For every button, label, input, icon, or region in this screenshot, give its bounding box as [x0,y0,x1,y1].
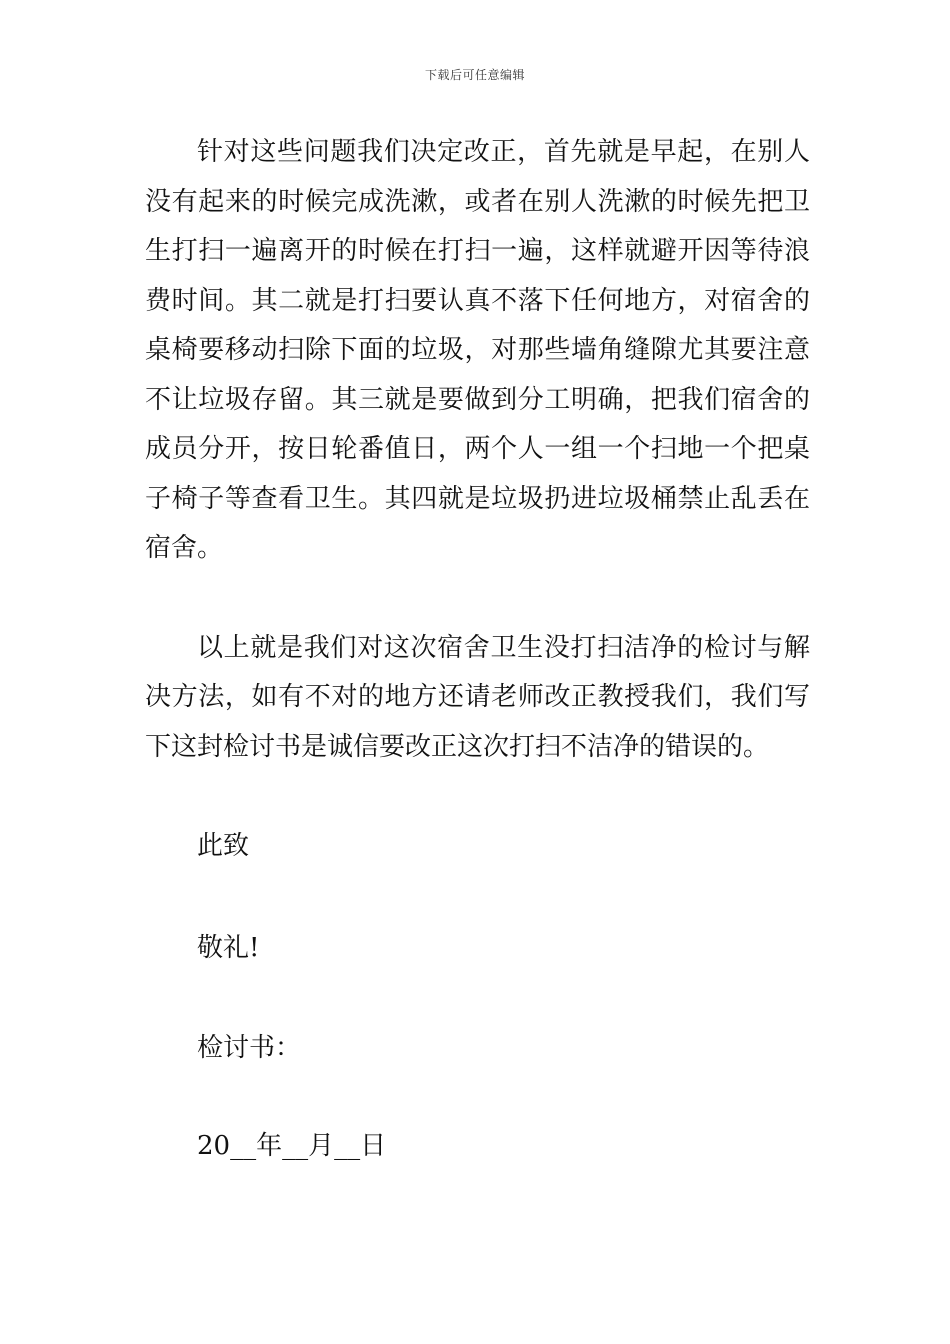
document-body [145,128,810,772]
closing-regards: 敬礼! [197,933,260,963]
closing-salutation: 此致 [197,831,250,861]
body-paragraph: 以上就是我们对这次宿舍卫生没打扫洁净的检讨与解决方法，如有不对的地方还请老师改正教授我们，我们写下这封检讨书是诚信要改正这次打扫不洁净的错误的。 [145,632,810,762]
signature-label: 检讨书： [197,1033,302,1063]
header-note: 下载后可任意编辑 [424,68,525,82]
body-paragraph: 针对这些问题我们决定改正，首先就是早起，在别人没有起来的时候完成洗漱，或者在别人洗漱的时候先把卫生打扫一遍离开的时候在打扫一遍，这样就避开因等待浪费时间。其二就是打扫要认真不落下任何地方，对宿舍的桌椅要移动扫除下面的垃圾，对那些墙角缝隙尤其要注意不让垃圾存留。其三就是要做到分工明确，把我们宿舍的成员分开，按日轮番值日，两个人一组一个扫地一个把桌子椅子等查看卫生。其四就是垃圾扔进垃圾桶禁止乱丢在宿舍。 [145,137,810,563]
date-line: 20__年__月__日 [197,1131,387,1161]
